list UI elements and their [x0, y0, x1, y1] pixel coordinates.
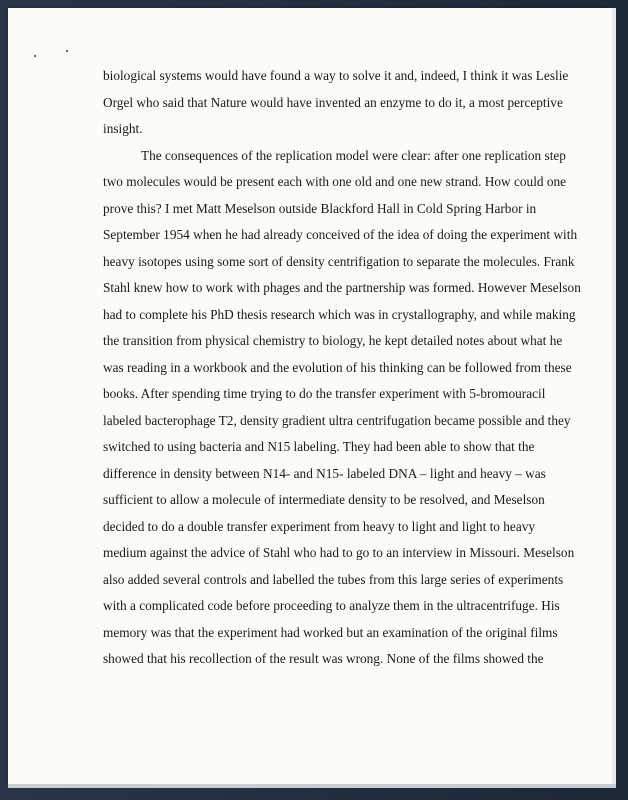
paper-shadow	[8, 784, 616, 788]
text-line: labeled bacterophage T2, density gradient ultra centrifugation became possible and they	[103, 412, 571, 428]
text-line: showed that his recollection of the result was wrong. None of the films showed the	[103, 651, 544, 666]
paragraph-first-line: The consequences of the replication model were clear: after one replication step	[141, 147, 566, 163]
text-line: also added several controls and labelled the tubes from this large series of experiments	[103, 571, 564, 587]
text-line: biological systems would have found a way to solve it and, indeed, I think it was Leslie	[103, 68, 569, 83]
text-line: medium against the advice of Stahl who had to go to an interview in Missouri. Meselson	[103, 545, 575, 560]
text-line: memory was that the experiment had worked but an examination of the original films	[103, 624, 558, 640]
text-line: insight.	[103, 121, 143, 136]
scan-speck	[34, 55, 36, 57]
text-line: decided to do a double transfer experiment from heavy to light and light to heavy	[103, 518, 536, 534]
text-line: September 1954 when he had already conceived of the idea of doing the experiment with	[103, 227, 578, 242]
text-line: Orgel who said that Nature would have invented an enzyme to do it, a most perceptive	[103, 94, 563, 110]
text-line: Stahl knew how to work with phages and the partnership was formed. However Meselson	[103, 280, 581, 295]
body-text	[103, 68, 581, 678]
text-line: prove this? I met Matt Meselson outside Blackford Hall in Cold Spring Harbor in	[103, 200, 537, 216]
paper-edge	[612, 8, 616, 784]
text-line: sufficient to allow a molecule of intermediate density to be resolved, and Meselson	[103, 492, 545, 507]
text-line: heavy isotopes using some sort of density centrifigation to separate the molecules. Frank	[103, 253, 575, 269]
text-line: was reading in a workbook and the evolution of his thinking can be followed from these	[103, 359, 572, 375]
text-line: with a complicated code before proceeding to analyze them in the ultracentrifuge. His	[103, 598, 560, 613]
scan-speck	[66, 50, 68, 52]
text-line: difference in density between N14- and N15- labeled DNA – light and heavy – was	[103, 465, 546, 481]
text-line: the transition from physical chemistry to biology, he kept detailed notes about what he	[103, 333, 563, 348]
text-line: switched to using bacteria and N15 labeling. They had been able to show that the	[103, 439, 535, 454]
text-line: had to complete his PhD thesis research which was in crystallography, and while making	[103, 306, 576, 322]
text-line: books. After spending time trying to do the transfer experiment with 5-bromouracil	[103, 386, 546, 401]
text-line: two molecules would be present each with one old and one new strand. How could one	[103, 174, 567, 189]
